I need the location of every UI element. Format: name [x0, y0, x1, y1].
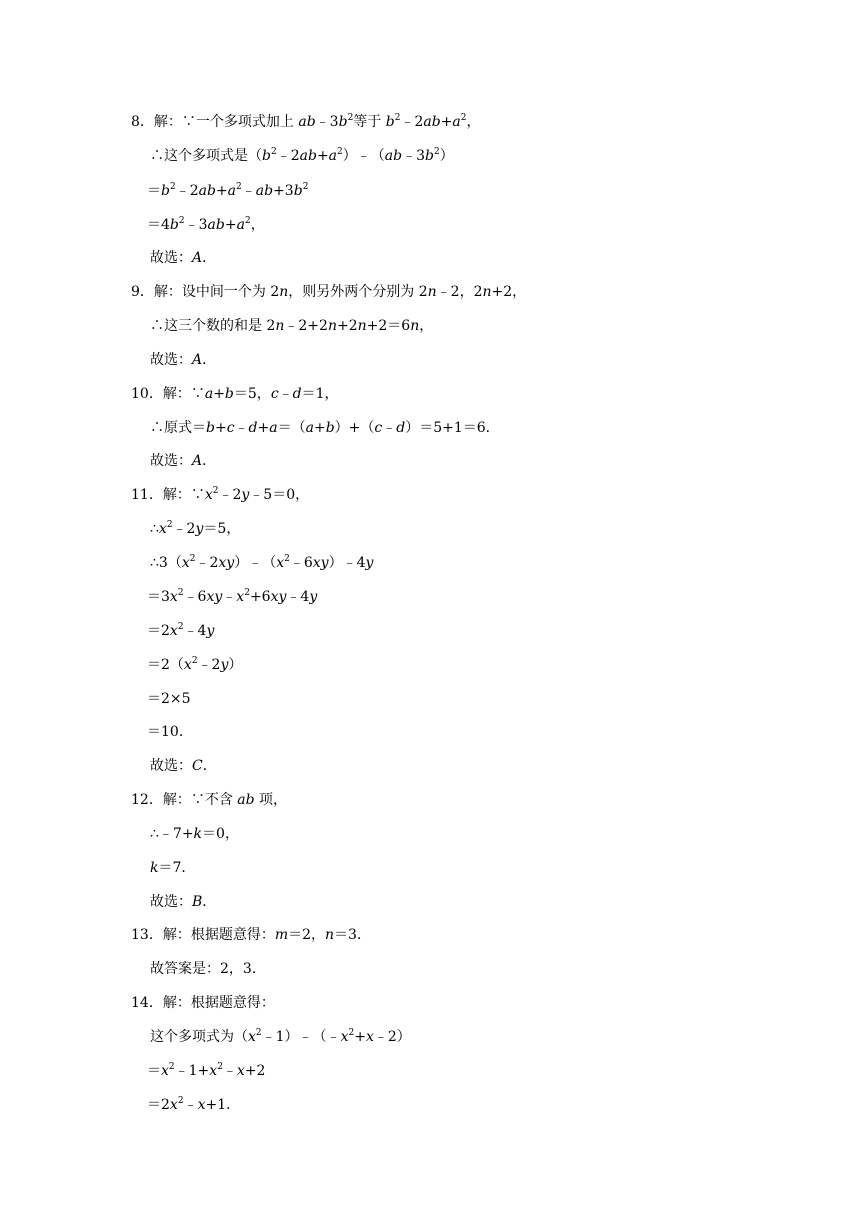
math-variable: ab [298, 114, 316, 130]
superscript: 2 [460, 113, 467, 123]
superscript: 2 [433, 147, 440, 157]
text-fragment: ﹣ [222, 589, 237, 605]
text-fragment: ）＝5+1＝6． [405, 420, 500, 436]
superscript: 2 [236, 182, 242, 192]
math-variable: A [192, 250, 203, 266]
superscript: 2 [302, 182, 309, 192]
math-variable: x [276, 555, 285, 571]
superscript: 2 [177, 1096, 184, 1106]
text-fragment: ）﹣4 [328, 555, 366, 571]
math-variable: x [365, 1029, 374, 1045]
text-fragment: 9．解：设中间一个为 2 [131, 284, 280, 300]
q8-line-3 [147, 181, 308, 201]
text-fragment: ﹣2） [373, 1029, 411, 1045]
text-fragment: 12．解：∵不含 [131, 792, 238, 808]
text-fragment: ＝ [147, 1063, 161, 1079]
math-variable: a [305, 420, 314, 436]
text-fragment: ﹣4 [286, 589, 310, 605]
math-variable: y [309, 589, 318, 605]
math-variable: d [292, 386, 302, 402]
text-fragment: ＝10． [147, 724, 193, 740]
math-variable: x [169, 623, 178, 639]
q9-line-1 [131, 282, 526, 302]
q11-line-8 [147, 722, 193, 742]
math-variable: k [193, 826, 203, 842]
math-variable: x [181, 555, 190, 571]
math-variable: x [158, 521, 167, 537]
q11-line-2 [150, 519, 240, 539]
superscript: 2 [178, 216, 185, 226]
q11-line-5 [147, 621, 214, 641]
text-fragment: ＝ [147, 183, 161, 199]
math-variable: m [274, 927, 289, 943]
text-fragment: ＝5， [203, 521, 241, 537]
text-fragment: 项， [254, 792, 288, 808]
math-variable: x [204, 487, 213, 503]
text-fragment: +2 [336, 318, 358, 334]
text-fragment: ＝（ [277, 420, 306, 436]
text-fragment: ＝5， [233, 386, 271, 402]
math-variable: d [248, 420, 258, 436]
text-fragment: ＝2 [147, 1097, 170, 1113]
text-fragment: ∴3（ [150, 555, 182, 571]
math-variable: xy [206, 589, 223, 605]
text-fragment: + [224, 217, 237, 233]
text-fragment: +2， [491, 284, 527, 300]
text-fragment: ）+（ [334, 420, 375, 436]
superscript: 2 [347, 113, 354, 123]
math-variable: ab [237, 792, 255, 808]
text-fragment: ﹣2 [276, 148, 300, 164]
superscript: 2 [255, 1028, 262, 1038]
text-fragment: ） [439, 148, 454, 164]
text-fragment: ﹣2 [175, 183, 199, 199]
text-fragment: +2＝6 [366, 318, 411, 334]
text-fragment: + [313, 420, 326, 436]
text-fragment: ﹣2 [172, 521, 196, 537]
text-fragment: 10．解：∵ [131, 386, 205, 402]
text-fragment: 故选： [150, 758, 192, 774]
math-variable: a [204, 386, 214, 402]
text-fragment: ﹣ [241, 183, 256, 199]
q8-answer [150, 248, 216, 268]
math-variable: b [325, 420, 335, 436]
text-fragment: 等于 [353, 114, 386, 130]
text-fragment: ﹣ [234, 420, 249, 436]
q8-line-2 [150, 146, 454, 166]
math-variable: y [241, 487, 250, 503]
text-fragment: ﹣1+ [174, 1063, 210, 1079]
math-variable: ab [423, 114, 441, 130]
math-variable: c [270, 386, 279, 402]
q13-line-1 [131, 925, 371, 945]
superscript: 2 [212, 486, 219, 496]
text-fragment: ﹣6 [183, 589, 207, 605]
text-fragment: ， [250, 217, 265, 233]
superscript: 2 [337, 147, 343, 157]
math-variable: k [150, 860, 159, 876]
text-fragment: ﹣ [183, 1097, 198, 1113]
text-fragment: ∴这个多项式是（ [150, 148, 262, 164]
q11-line-4 [147, 587, 317, 607]
superscript: 2 [284, 554, 290, 564]
q11-answer [150, 756, 217, 776]
text-fragment: 故选： [150, 894, 192, 910]
math-variable: xy [270, 589, 287, 605]
superscript: 2 [177, 588, 184, 598]
math-variable: x [209, 1063, 218, 1079]
q14-line-4 [147, 1095, 240, 1115]
text-fragment: ＝1， [301, 386, 339, 402]
text-fragment: 这个多项式为（ [150, 1029, 248, 1045]
math-variable: y [365, 555, 374, 571]
math-variable: a [269, 420, 278, 436]
math-variable: n [327, 318, 337, 334]
math-variable: ab [207, 217, 225, 233]
text-fragment: ） [228, 657, 243, 673]
math-variable: n [357, 318, 367, 334]
text-fragment: 故答案是：2，3． [150, 961, 266, 977]
superscript: 2 [168, 1062, 175, 1072]
q13-answer [150, 959, 266, 979]
text-fragment: ， [466, 114, 481, 130]
math-variable: b [262, 148, 271, 164]
q12-line-2 [150, 824, 239, 844]
text-fragment: ＝3 [147, 589, 170, 605]
text-fragment: ． [202, 250, 217, 266]
text-fragment: 故选： [150, 352, 192, 368]
superscript: 2 [244, 216, 251, 226]
text-fragment: ∴原式＝ [150, 420, 206, 436]
math-variable: x [340, 1029, 349, 1045]
text-fragment: 8．解：∵一个多项式加上 [131, 114, 299, 130]
math-variable: b [169, 217, 179, 233]
text-fragment: 故选： [150, 250, 192, 266]
text-fragment: 14．解：根据题意得： [131, 995, 275, 1011]
text-fragment: ﹣2 [195, 555, 219, 571]
q8-line-4 [147, 215, 265, 235]
math-variable: n [279, 284, 289, 300]
math-variable: b [224, 386, 234, 402]
text-fragment: + [257, 420, 270, 436]
text-fragment: ＝7． [158, 860, 196, 876]
text-fragment: ． [202, 758, 217, 774]
text-fragment: ﹣3 [402, 148, 425, 164]
q9-answer [150, 350, 216, 370]
math-variable: n [410, 318, 420, 334]
math-variable: y [206, 623, 215, 639]
superscript: 2 [244, 588, 250, 598]
math-variable: c [226, 420, 235, 436]
math-variable: xy [218, 555, 235, 571]
math-variable: B [192, 894, 203, 910]
superscript: 2 [177, 622, 184, 632]
text-fragment: ＝4 [147, 217, 170, 233]
text-fragment: + [316, 148, 329, 164]
text-fragment: ﹣2+2 [284, 318, 328, 334]
text-fragment: ． [202, 352, 217, 368]
math-variable: c [374, 420, 383, 436]
q11-line-6 [147, 655, 242, 675]
text-fragment: ＝2， [288, 927, 326, 943]
math-variable: n [325, 927, 335, 943]
text-fragment: + [354, 1029, 366, 1045]
text-fragment: ﹣4 [183, 623, 207, 639]
math-variable: ab [384, 148, 403, 164]
text-fragment: 11．解：∵ [131, 487, 205, 503]
text-fragment: ＝2（ [147, 657, 184, 673]
text-fragment: ﹣ [382, 420, 397, 436]
text-fragment: ＝3． [334, 927, 371, 943]
math-variable: y [220, 657, 229, 673]
text-fragment: ﹣2 [218, 487, 242, 503]
superscript: 2 [191, 656, 198, 666]
text-fragment: ）﹣（ [234, 555, 277, 571]
math-variable: A [192, 453, 203, 469]
math-variable: d [396, 420, 406, 436]
math-variable: b [206, 420, 215, 436]
text-fragment: ． [202, 894, 217, 910]
text-fragment: ，则另外两个分别为 2 [288, 284, 428, 300]
superscript: 2 [217, 1062, 223, 1072]
text-fragment: ． [202, 453, 217, 469]
text-fragment: ﹣2 [197, 657, 221, 673]
text-fragment: 故选： [150, 453, 192, 469]
text-fragment: +1． [205, 1097, 241, 1113]
q11-line-1 [131, 485, 309, 505]
q11-line-3 [150, 553, 373, 573]
math-variable: b [385, 114, 395, 130]
q12-line-3 [150, 858, 195, 878]
text-fragment: ∴ [150, 521, 159, 537]
text-fragment: ﹣5＝0， [249, 487, 310, 503]
superscript: 2 [166, 520, 173, 530]
text-fragment: ﹣ [222, 1063, 237, 1079]
math-variable: b [293, 183, 303, 199]
q12-answer [150, 892, 216, 912]
text-fragment: +6 [249, 589, 271, 605]
math-variable: xy [312, 555, 329, 571]
q10-line-1 [131, 384, 339, 404]
text-fragment: +3 [273, 183, 294, 199]
math-variable: ab [198, 183, 216, 199]
math-variable: a [452, 114, 461, 130]
math-variable: x [236, 1063, 245, 1079]
text-fragment: + [215, 183, 228, 199]
q9-line-2 [150, 316, 433, 336]
text-fragment: ﹣6 [289, 555, 313, 571]
text-fragment: + [213, 386, 225, 402]
q10-line-2 [150, 418, 500, 438]
math-variable: x [183, 657, 192, 673]
math-variable: b [425, 148, 434, 164]
text-fragment: +2 [244, 1063, 266, 1079]
math-variable: b [338, 114, 348, 130]
superscript: 2 [189, 554, 196, 564]
q14-line-1 [131, 993, 275, 1013]
text-fragment: ， [419, 318, 434, 334]
math-variable: a [328, 148, 338, 164]
text-fragment: ﹣2 [400, 114, 424, 130]
math-variable: ab [299, 148, 317, 164]
text-fragment: + [214, 420, 227, 436]
math-variable: ab [255, 183, 274, 199]
math-variable: C [192, 758, 203, 774]
superscript: 2 [169, 182, 176, 192]
q12-line-1 [131, 790, 287, 810]
math-variable: x [169, 589, 178, 605]
math-variable: x [197, 1097, 206, 1113]
q11-line-7 [147, 689, 191, 709]
text-fragment: ﹣3 [184, 217, 208, 233]
text-fragment: ﹣3 [315, 114, 339, 130]
math-variable: y [195, 521, 204, 537]
text-fragment: ∴﹣7+ [150, 826, 194, 842]
superscript: 2 [348, 1028, 355, 1038]
q14-line-2 [150, 1027, 411, 1047]
math-variable: n [482, 284, 492, 300]
text-fragment: 13．解：根据题意得： [131, 927, 275, 943]
text-fragment: + [440, 114, 453, 130]
text-fragment: ∴这三个数的和是 2 [150, 318, 276, 334]
math-variable: n [275, 318, 285, 334]
math-variable: a [236, 217, 245, 233]
math-variable: x [248, 1029, 256, 1045]
math-variable: x [236, 589, 245, 605]
math-variable: A [192, 352, 203, 368]
text-fragment: ﹣ [278, 386, 293, 402]
math-variable: b [161, 183, 170, 199]
math-variable: a [227, 183, 237, 199]
q10-answer [150, 451, 216, 471]
q8-line-1 [131, 112, 481, 132]
superscript: 2 [394, 113, 401, 123]
math-variable: n [427, 284, 437, 300]
text-fragment: ＝2 [147, 623, 170, 639]
text-fragment: ﹣1）﹣（﹣ [261, 1029, 341, 1045]
q14-line-3 [147, 1061, 265, 1081]
text-fragment: ＝2×5 [147, 691, 191, 707]
math-variable: x [161, 1063, 169, 1079]
text-fragment: ＝0， [202, 826, 239, 842]
superscript: 2 [270, 147, 277, 157]
text-fragment: ）﹣（ [342, 148, 385, 164]
math-variable: x [169, 1097, 178, 1113]
text-fragment: ﹣2，2 [436, 284, 483, 300]
